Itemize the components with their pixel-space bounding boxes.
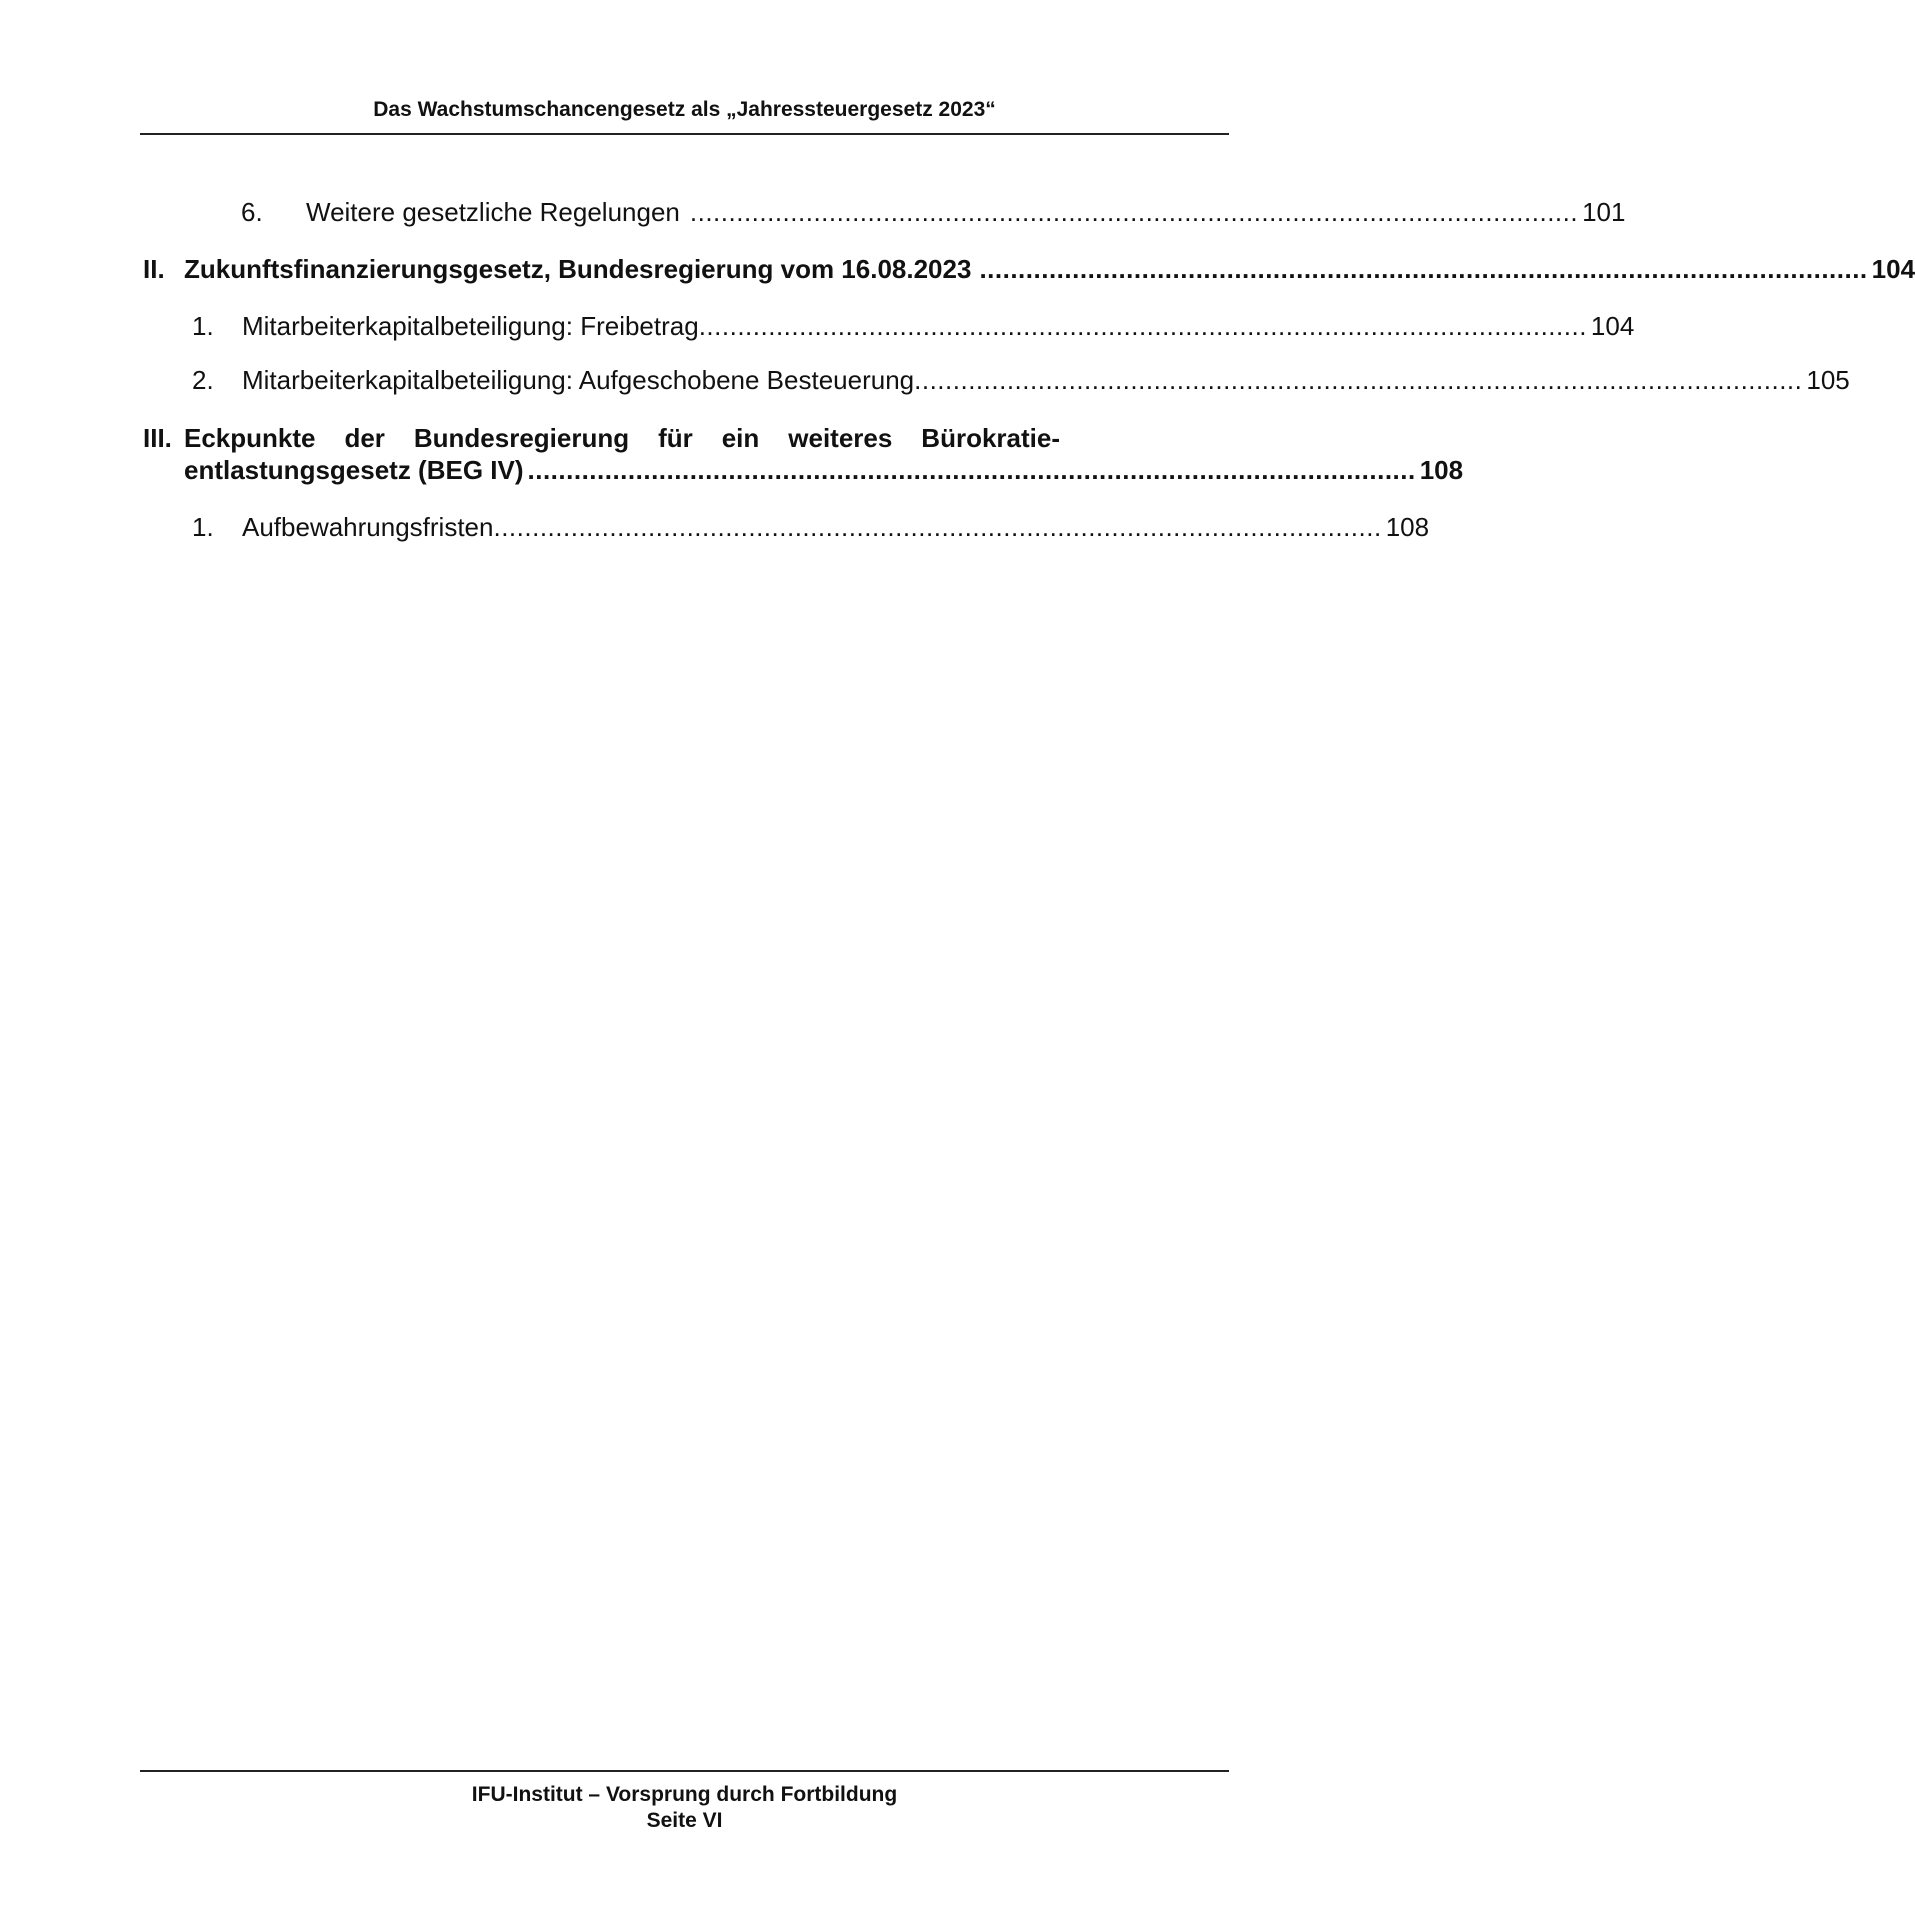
toc-leader-dots: ...................................................................................................................: [527, 455, 1416, 485]
toc-entry-II-1[interactable]: [192, 311, 1635, 341]
toc-entry-III-1[interactable]: [192, 512, 1430, 542]
toc-entry-title: entlastungsgesetz (BEG IV): [184, 455, 524, 485]
toc-entry-title: Weitere gesetzliche Regelungen: [306, 197, 680, 227]
footer-publisher: IFU-Institut – Vorsprung durch Fortbildung: [471, 1783, 898, 1806]
toc-entry-number: 6.: [241, 197, 263, 227]
toc-page-number: 104: [1871, 254, 1915, 284]
toc-entry-II-2[interactable]: [192, 365, 1850, 395]
footer-page-number: Seite VI: [646, 1809, 723, 1832]
toc-entry-title: Eckpunkte der Bundesregierung für ein weiteres Bürokratie-: [184, 423, 1060, 453]
footer-rule: [140, 1770, 1229, 1772]
toc-entry-title: Zukunftsfinanzierungsgesetz, Bundesregierung vom 16.08.2023: [184, 254, 972, 284]
toc-entry-title: Mitarbeiterkapitalbeteiligung: Freibetrag: [242, 311, 699, 341]
toc-page-number: 108: [1385, 512, 1430, 542]
toc-leader-dots: ...................................................................................................................: [698, 311, 1587, 341]
toc-leader-dots: ...................................................................................................................: [689, 197, 1579, 227]
toc-page-number: 104: [1590, 311, 1635, 341]
header-rule: [140, 133, 1229, 135]
toc-section-III-line2: [184, 455, 1464, 485]
toc-entry-title: Mitarbeiterkapitalbeteiligung: Aufgeschobene Besteuerung: [242, 365, 915, 395]
toc-entry-6[interactable]: [241, 197, 1626, 227]
toc-entry-number: 1.: [192, 512, 214, 542]
toc-leader-dots: ...................................................................................................................: [914, 365, 1803, 395]
toc-section-II[interactable]: [143, 254, 1915, 284]
toc-leader-dots: ...................................................................................................................: [979, 254, 1868, 284]
toc-entry-number: 1.: [192, 311, 214, 341]
toc-entry-title: Aufbewahrungsfristen: [242, 512, 494, 542]
toc-entry-number: III.: [143, 423, 172, 453]
toc-page-number: 101: [1582, 197, 1626, 227]
toc-entry-number: 2.: [192, 365, 214, 395]
toc-section-III-line1: [143, 423, 1060, 453]
toc-entry-number: II.: [143, 254, 165, 284]
toc-page-number: 105: [1806, 365, 1850, 395]
page-header: Das Wachstumschancengesetz als „Jahressteuergesetz 2023“: [373, 98, 996, 121]
toc-page-number: 108: [1419, 455, 1464, 485]
toc-leader-dots: ...................................................................................................................: [493, 512, 1382, 542]
